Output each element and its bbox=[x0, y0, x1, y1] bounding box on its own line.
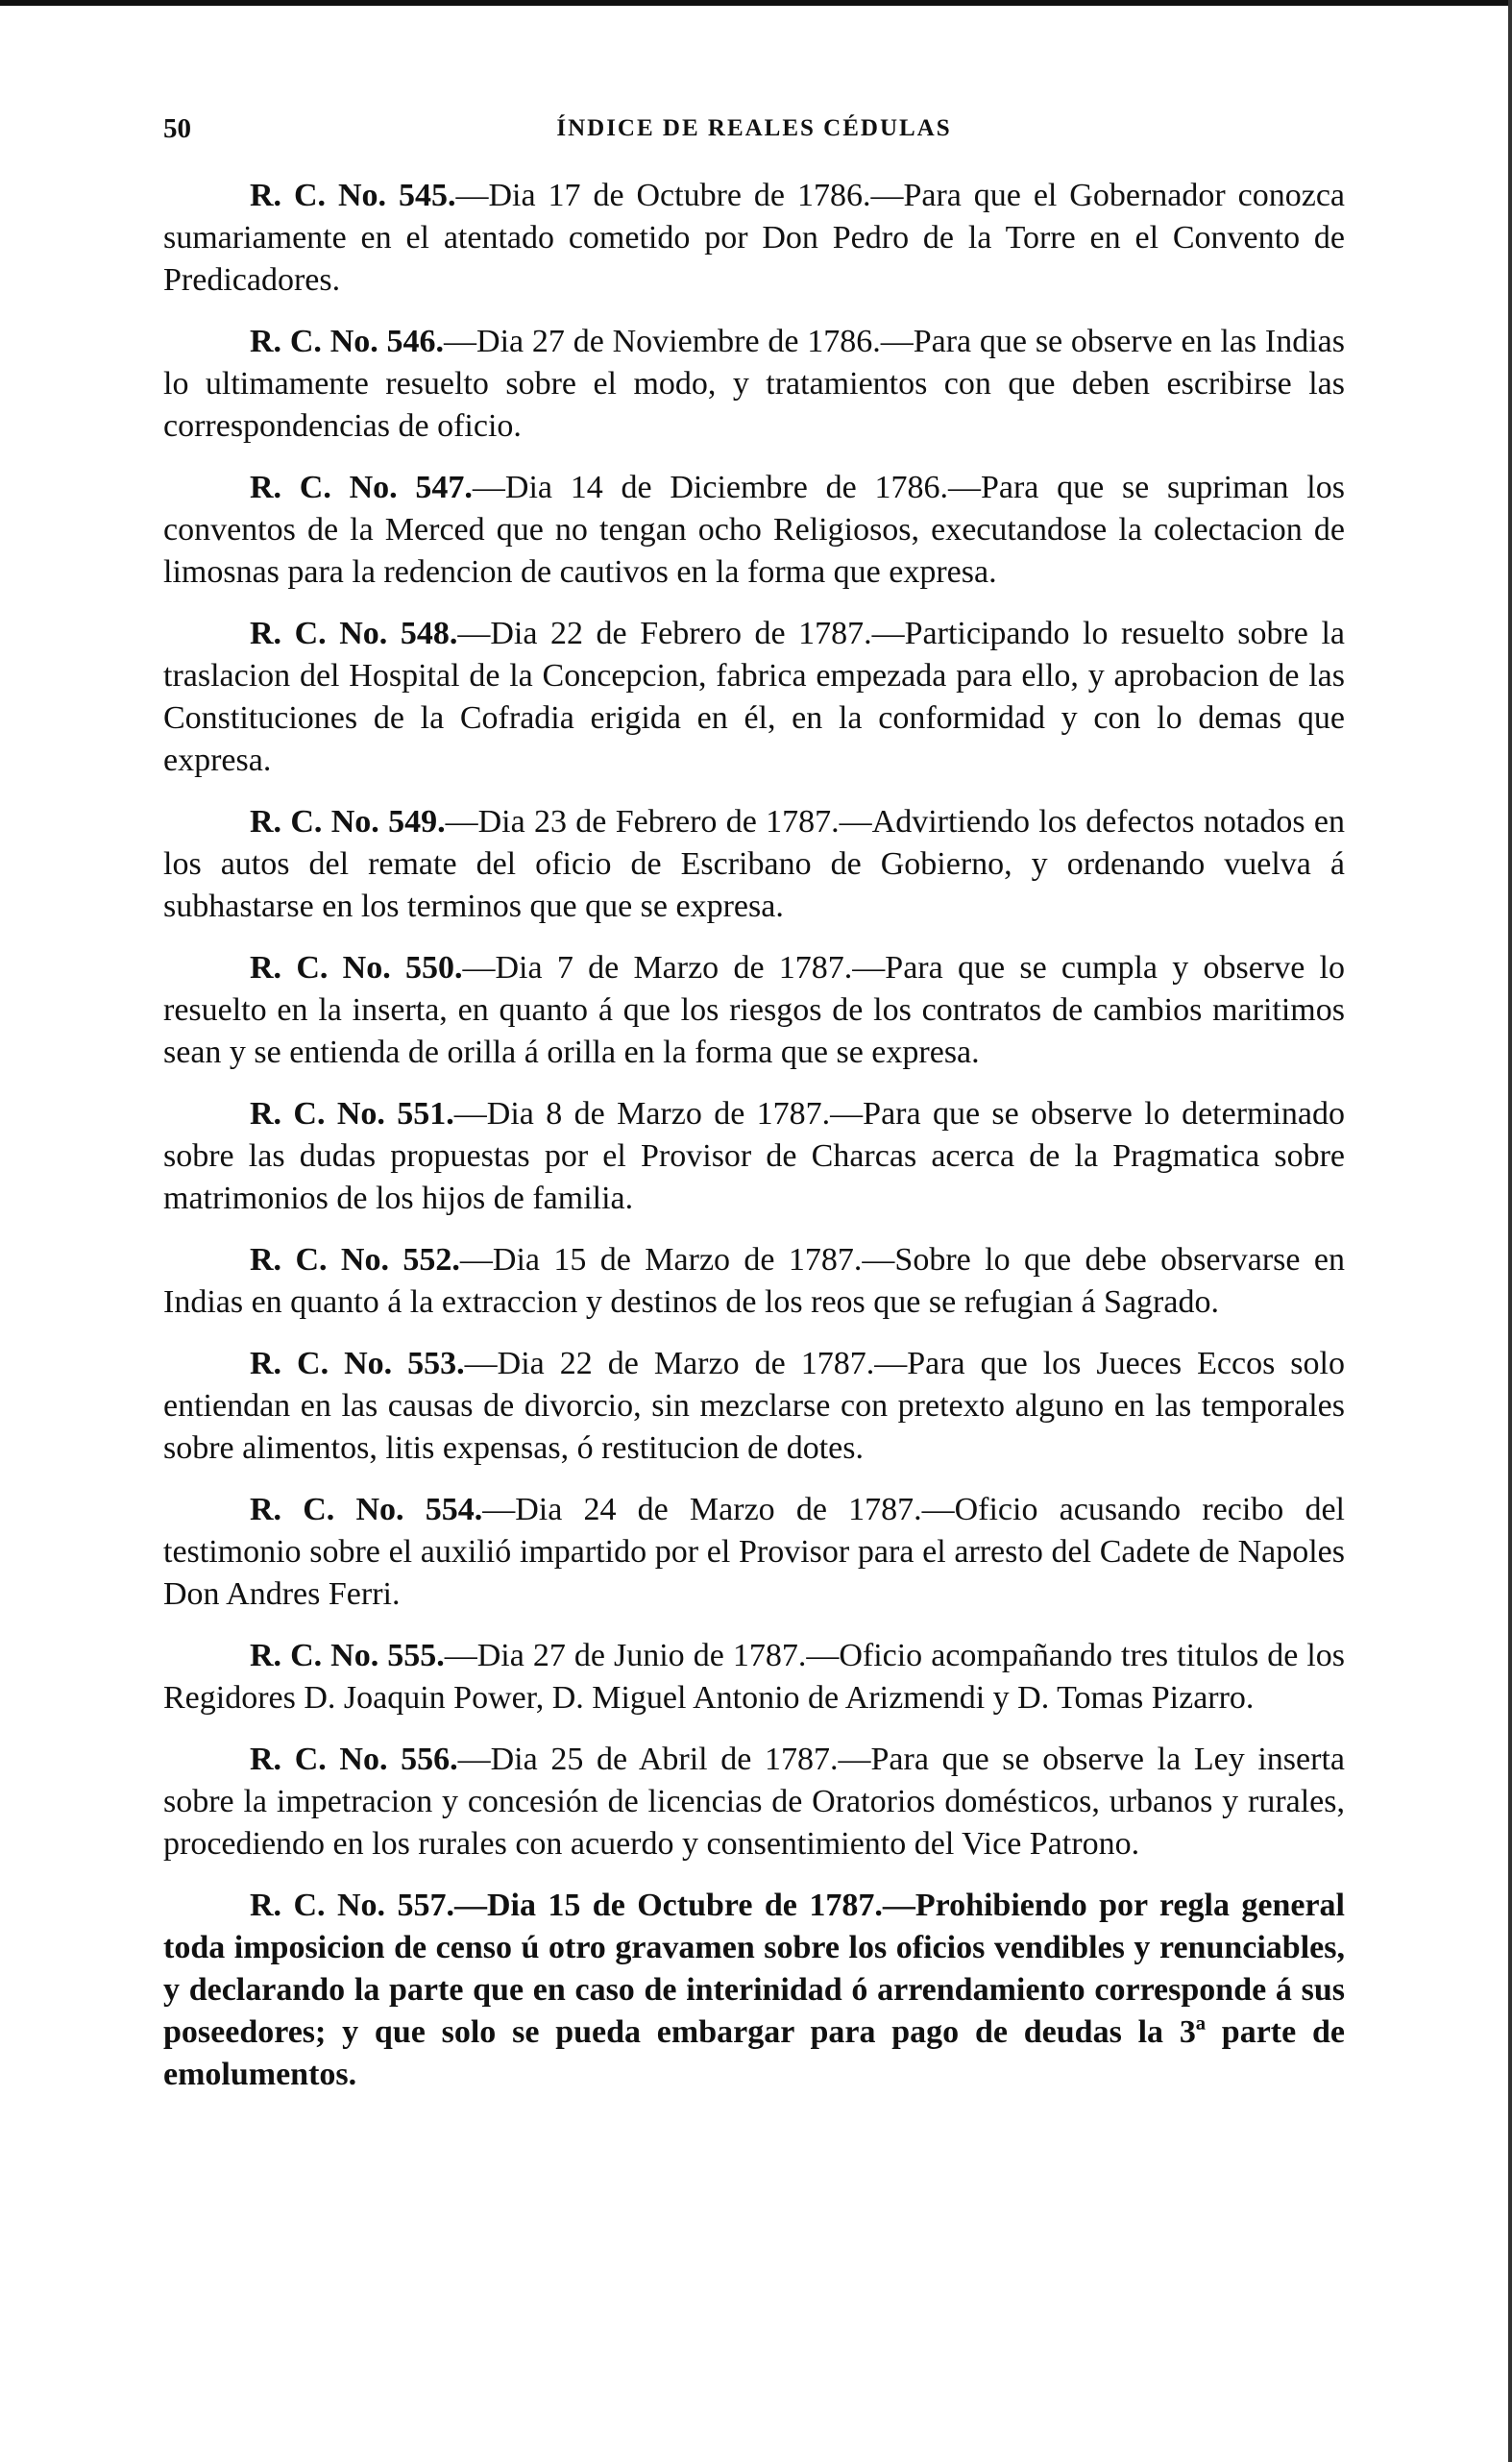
index-entry bbox=[163, 1239, 1345, 1324]
entry-reference: R. C. No. 551. bbox=[250, 1096, 454, 1132]
index-entry bbox=[163, 801, 1345, 928]
index-entry bbox=[163, 175, 1345, 302]
entry-summary: —Dia 22 de Febrero de 1787.—Participando lo resuelto sobre la traslacion del Hospital de la Concepcion, fabrica empezada para ello, y aprobacion de las Constituciones de la Cofradia erigida en él, en la conformidad y con lo demas que expresa. bbox=[163, 616, 1345, 778]
entry-summary: —Dia 7 de Marzo de 1787.—Para que se cumpla y observe lo resuelto en la inserta, en quanto á que los riesgos de los contratos de cambios maritimos sean y se entienda de orilla á orilla en la forma que se expresa. bbox=[163, 950, 1345, 1070]
index-entry bbox=[163, 1885, 1345, 2096]
entry-summary: —Dia 15 de Octubre de 1787.—Prohibiendo por regla general toda imposicion de censo ú otro gravamen sobre los oficios vendibles y renunciables, y declarando la parte que en caso de interinidad ó arrendamiento corresponde á sus poseedores; y que solo se pueda embargar para pago de deudas la 3ª parte de emolumentos. bbox=[163, 1888, 1345, 2092]
entry-summary: —Dia 17 de Octubre de 1786.—Para que el Gobernador conozca sumariamente en el atentado cometido por Don Pedro de la Torre en el Convento de Predicadores. bbox=[163, 178, 1345, 298]
right-edge-rule bbox=[1508, 0, 1512, 2462]
entry-summary: —Dia 14 de Diciembre de 1786.—Para que se supriman los conventos de la Merced que no tengan ocho Religiosos, executandose la colectacion de limosnas para la redencion de cautivos en la forma que expresa. bbox=[163, 470, 1345, 590]
index-entry bbox=[163, 1343, 1345, 1470]
index-entry bbox=[163, 1635, 1345, 1719]
top-edge-rule bbox=[0, 0, 1512, 6]
index-entry bbox=[163, 1489, 1345, 1616]
entry-reference: R. C. No. 553. bbox=[250, 1346, 465, 1381]
entry-summary: —Dia 24 de Marzo de 1787.—Oficio acusando recibo del testimonio sobre el auxilió impartido por el Provisor para el arresto del Cadete de Napoles Don Andres Ferri. bbox=[163, 1492, 1345, 1612]
entry-reference: R. C. No. 550. bbox=[250, 950, 463, 986]
index-entry bbox=[163, 321, 1345, 448]
cedula-index-list bbox=[163, 175, 1345, 2115]
entry-summary: —Dia 15 de Marzo de 1787.—Sobre lo que debe observarse en Indias en quanto á la extraccion y destinos de los reos que se refugian á Sagrado. bbox=[163, 1242, 1345, 1320]
entry-summary: —Dia 8 de Marzo de 1787.—Para que se observe lo determinado sobre las dudas propuestas por el Provisor de Charcas acerca de la Pragmatica sobre matrimonios de los hijos de familia. bbox=[163, 1096, 1345, 1216]
entry-reference: R. C. No. 545. bbox=[250, 178, 456, 213]
page-number: 50 bbox=[163, 113, 191, 144]
index-entry bbox=[163, 1739, 1345, 1865]
entry-summary: —Dia 22 de Marzo de 1787.—Para que los Jueces Eccos solo entiendan en las causas de divorcio, sin mezclarse con pretexto alguno en las temporales sobre alimentos, litis expensas, ó restitucion de dotes. bbox=[163, 1346, 1345, 1466]
entry-reference: R. C. No. 547. bbox=[250, 470, 473, 505]
entry-reference: R. C. No. 554. bbox=[250, 1492, 483, 1527]
entry-reference: R. C. No. 556. bbox=[250, 1742, 458, 1777]
index-entry bbox=[163, 467, 1345, 594]
entry-summary: —Dia 27 de Noviembre de 1786.—Para que se observe en las Indias lo ultimamente resuelto sobre el modo, y tratamientos con que deben escribirse las correspondencias de oficio. bbox=[163, 324, 1345, 444]
page-header bbox=[163, 113, 1345, 152]
index-entry bbox=[163, 613, 1345, 782]
index-entry bbox=[163, 947, 1345, 1074]
entry-reference: R. C. No. 546. bbox=[250, 324, 445, 359]
entry-summary: —Dia 25 de Abril de 1787.—Para que se observe la Ley inserta sobre la impetracion y concesión de licencias de Oratorios domésticos, urbanos y rurales, procediendo en los rurales con acuerdo y consentimiento del Vice Patrono. bbox=[163, 1742, 1345, 1862]
entry-reference: R. C. No. 557. bbox=[250, 1888, 454, 1923]
index-entry bbox=[163, 1093, 1345, 1220]
entry-reference: R. C. No. 548. bbox=[250, 616, 458, 651]
running-title: ÍNDICE DE REALES CÉDULAS bbox=[556, 115, 952, 141]
entry-reference: R. C. No. 549. bbox=[250, 804, 446, 840]
entry-summary: —Dia 27 de Junio de 1787.—Oficio acompañando tres titulos de los Regidores D. Joaquin Power, D. Miguel Antonio de Arizmendi y D. Tomas Pizarro. bbox=[163, 1638, 1345, 1716]
entry-reference: R. C. No. 552. bbox=[250, 1242, 460, 1278]
entry-reference: R. C. No. 555. bbox=[250, 1638, 445, 1673]
entry-summary: —Dia 23 de Febrero de 1787.—Advirtiendo los defectos notados en los autos del remate del oficio de Escribano de Gobierno, y ordenando vuelva á subhastarse en los terminos que que se expresa. bbox=[163, 804, 1345, 924]
